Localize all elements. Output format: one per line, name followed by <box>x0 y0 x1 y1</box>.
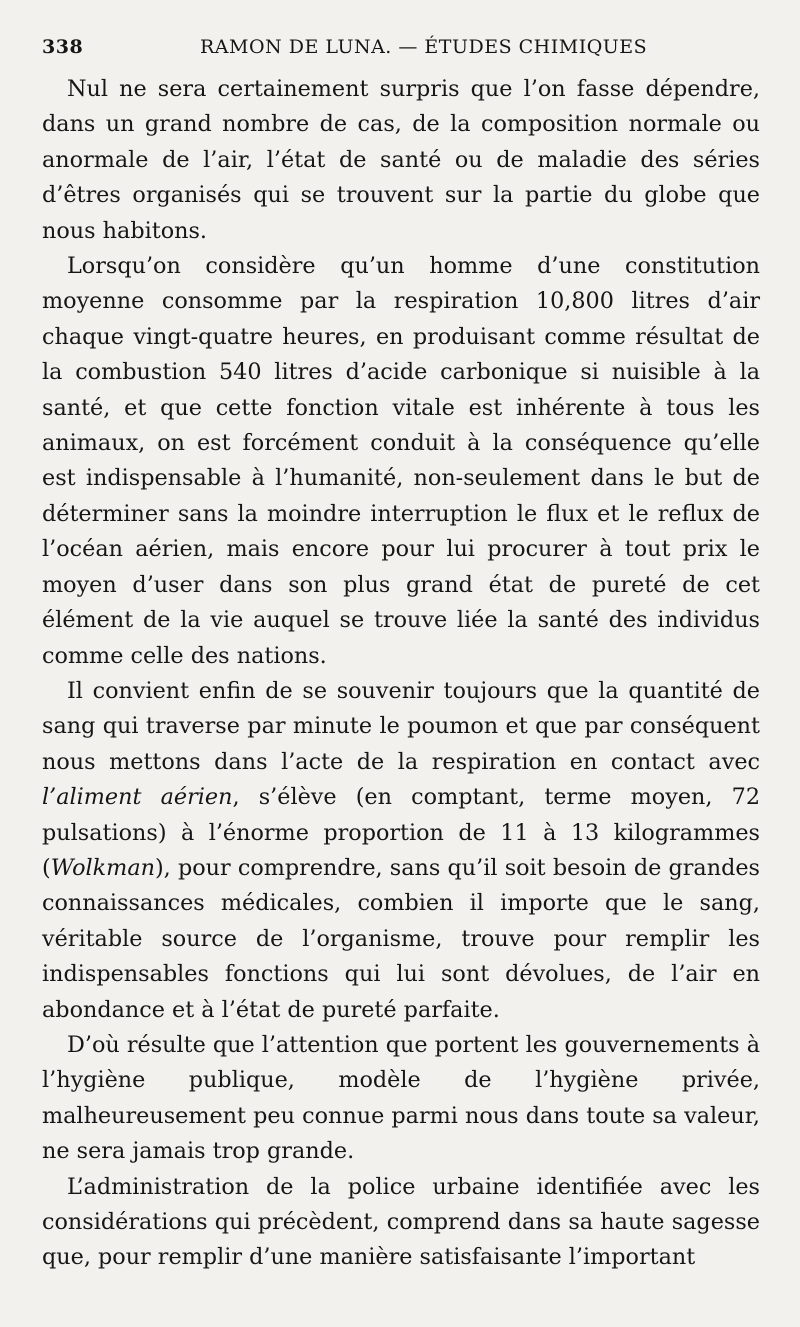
italic-author-name: Wolkman <box>50 854 155 881</box>
paragraph-respiration: Lorsqu’on considère qu’un homme d’une constitution moyenne consomme par la respiration 10,800 litres d’air chaque vingt-quatre heures, en produisant comme résultat de la combustion 540 litres d’acide carbonique si nuisible à la santé, et que cette fonction vitale est inhérente à tous les animaux, on est forcément conduit à la conséquence qu’elle est indispensable à l’humanité, non-seulement dans le but de déterminer sans la moindre interruption le flux et le reflux de l’océan aérien, mais encore pour lui procurer à tout prix le moyen d’user dans son plus grand état de pureté de cet élément de la vie auquel se trouve liée la santé des individus comme celle des nations. <box>42 253 760 669</box>
running-head <box>42 34 760 72</box>
paragraph-text-segment: Il convient enfin de se souvenir toujours que la quantité de sang qui traverse par minute le poumon et que par conséquent nous mettons dans l’acte de la respiration en contact avec <box>42 677 760 775</box>
paragraph-blood-circulation <box>42 674 760 1028</box>
paragraph-public-hygiene: D’où résulte que l’attention que portent les gouvernements à l’hygiène publique, modèle de l’hygiène privée, malheureusement peu connue parmi nous dans toute sa valeur, ne sera jamais trop grande. <box>42 1031 760 1165</box>
body-text <box>42 72 760 1276</box>
running-title: RAMON DE LUNA. — ÉTUDES CHIMIQUES <box>200 36 648 58</box>
italic-phrase: l’aliment aérien <box>42 784 233 811</box>
paragraph-air-composition: Nul ne sera certainement surpris que l’on fasse dépendre, dans un grand nombre de cas, de la composition normale ou anormale de l’air, l’état de santé ou de maladie des séries d’êtres organisés qui se trouvent sur la partie du globe que nous habitons. <box>42 76 760 244</box>
paragraph-urban-police: L’administration de la police urbaine identifiée avec les considérations qui précèdent, comprend dans sa haute sagesse que, pour remplir d’une manière satisfaisante l’important <box>42 1173 760 1271</box>
paragraph-text-segment: , s’élève (en comptant, terme moyen, 72 pulsations) à l’énorme proportion de 11 à 13 kilogrammes ( <box>42 784 761 881</box>
paragraph-text-segment: ), pour comprendre, sans qu’il soit besoin de grandes connaissances médicales, combien il importe que le sang, véritable source de l’organisme, trouve pour remplir les indispensables fonctions qui lui sont dévolues, de l’air en abondance et à l’état de pureté parfaite. <box>42 854 760 1023</box>
page-number: 338 <box>42 36 84 58</box>
